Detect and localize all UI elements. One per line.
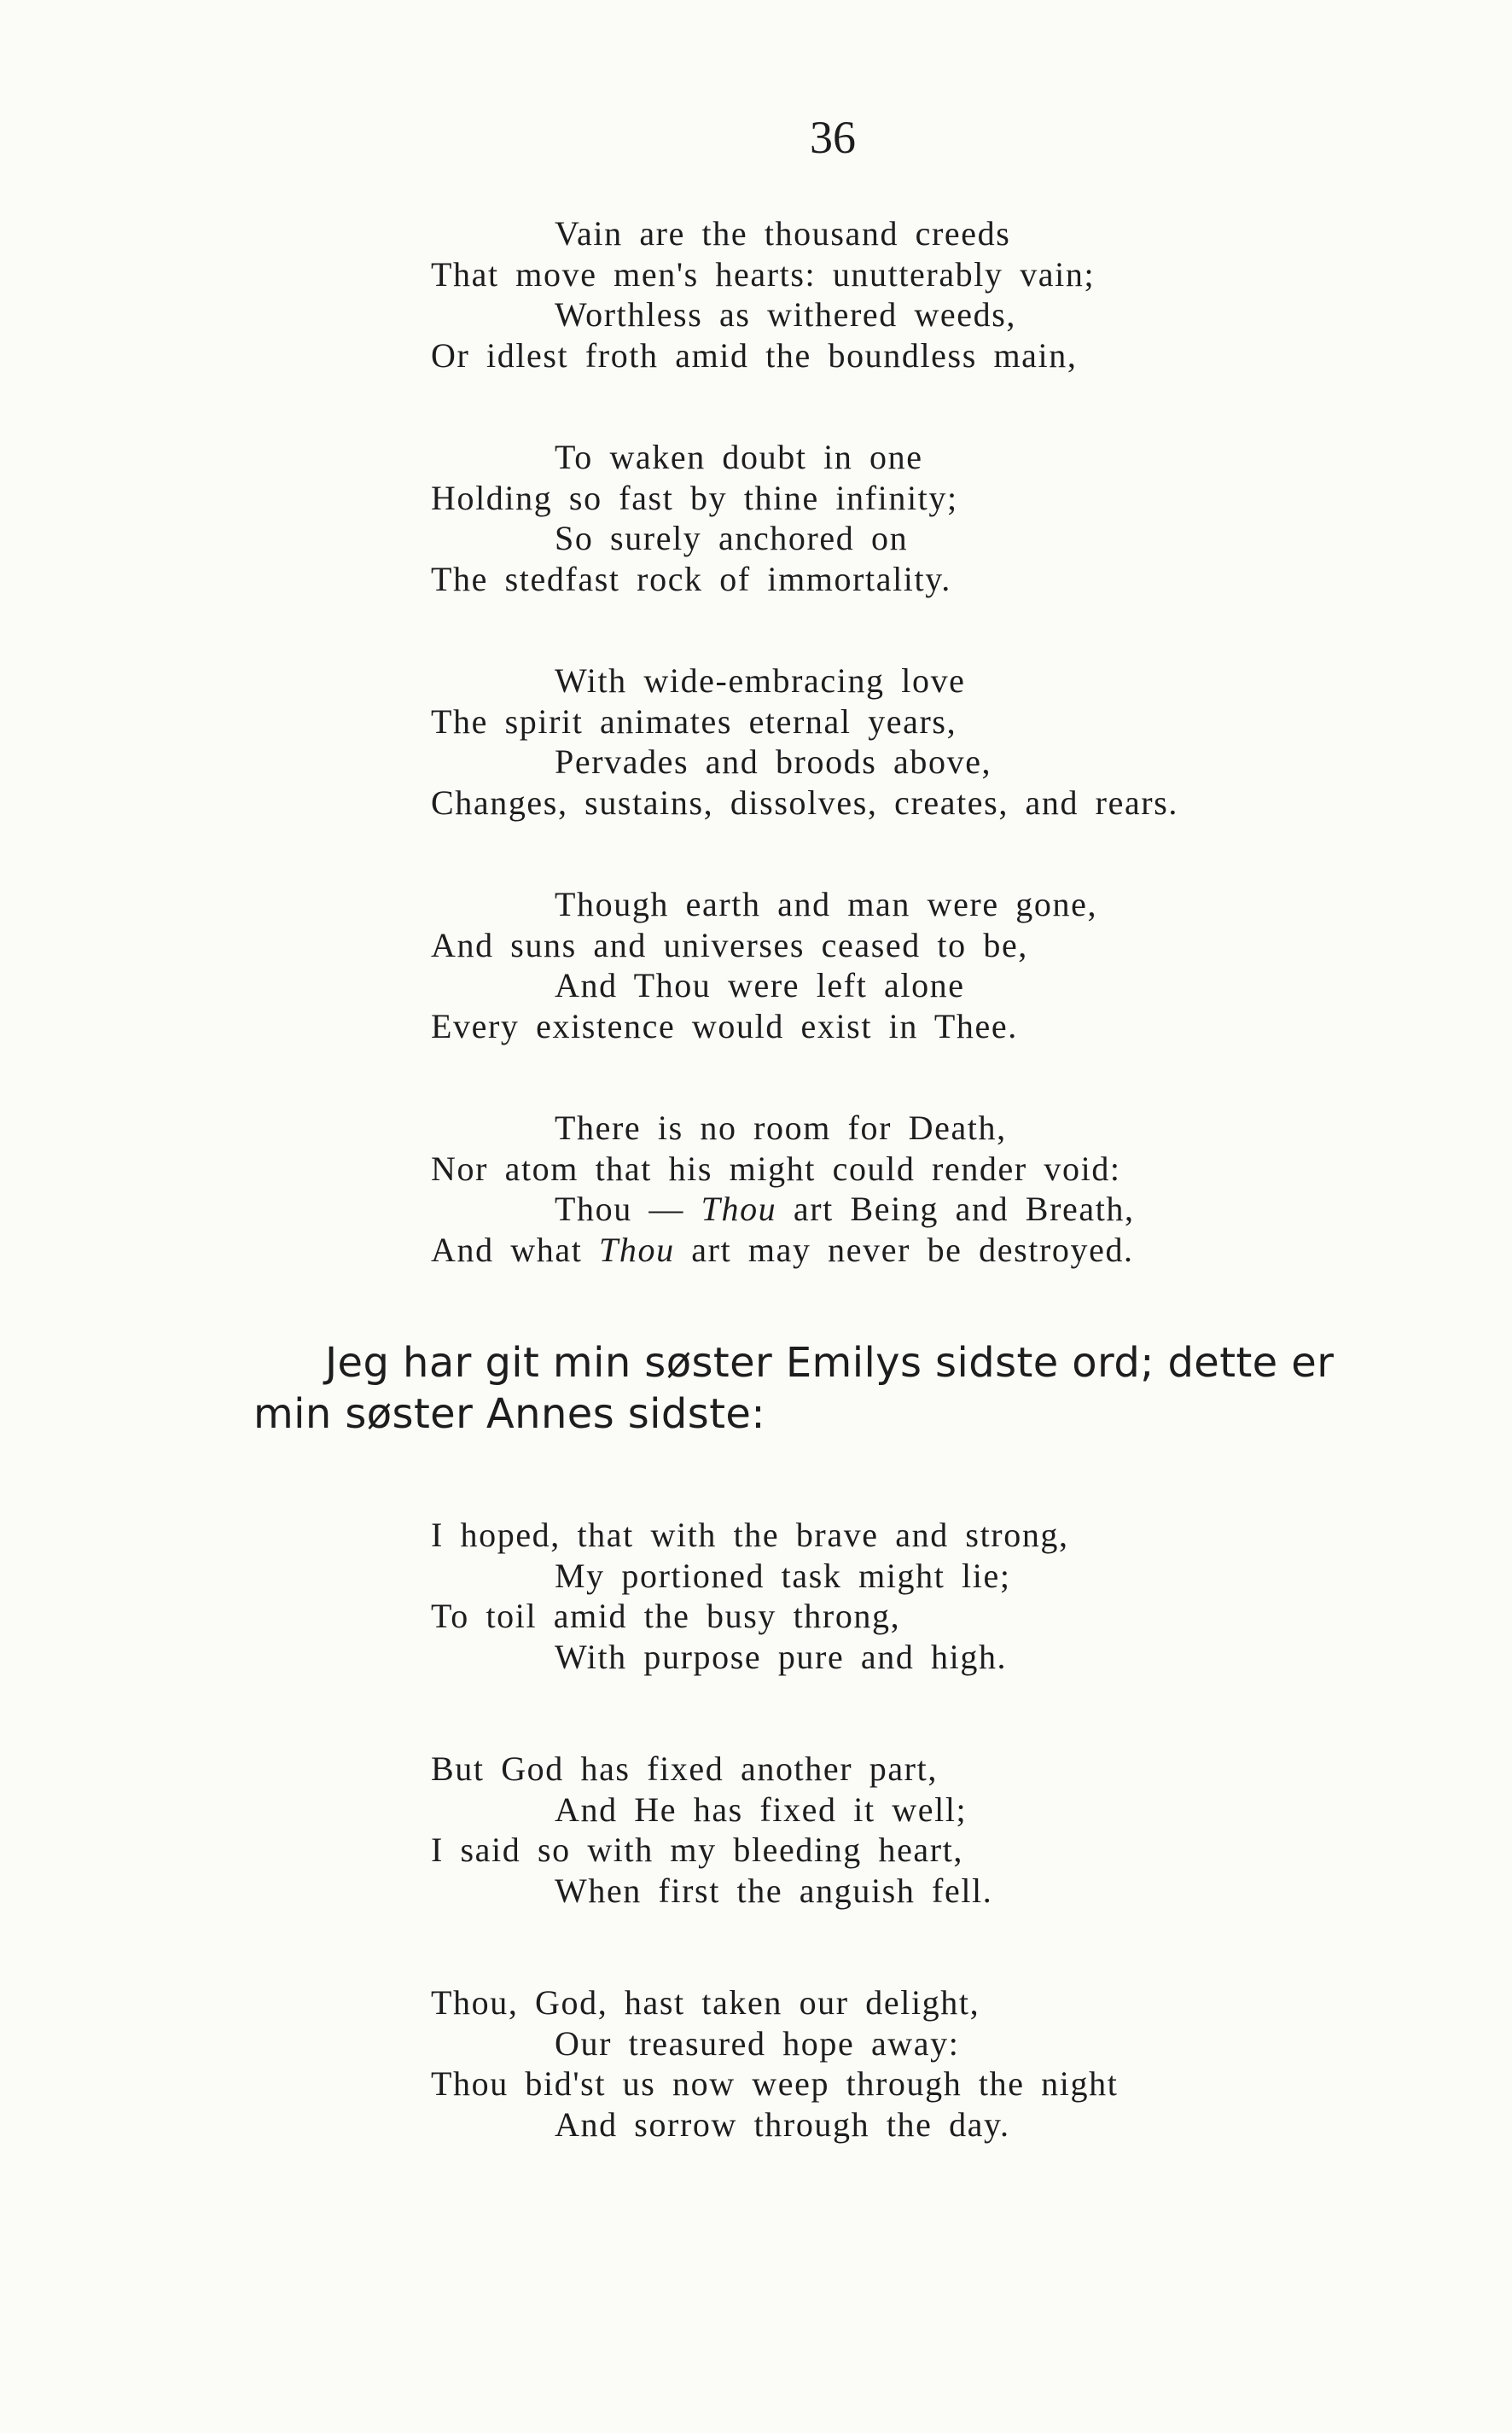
poem-line: The spirit animates eternal years, — [431, 701, 957, 741]
poem-line: Every existence would exist in Thee. — [431, 1006, 1018, 1045]
poem-line: That move men's hearts: unutterably vain; — [431, 254, 1096, 294]
poem-line: The stedfast rock of immortality. — [431, 559, 951, 598]
poem-line: And suns and universes ceased to be, — [431, 925, 1028, 964]
prose-line: min søster Annes sidste: — [253, 1390, 765, 1438]
poem-stanza — [431, 1982, 1118, 2145]
poem-line: I said so with my bleeding heart, — [431, 1831, 964, 1869]
poem-line: To waken doubt in one — [555, 438, 923, 476]
italic-thou: Thou — [701, 1190, 777, 1228]
poem-line: Though earth and man were gone, — [555, 885, 1098, 923]
text-run: art may never be destroyed. — [674, 1230, 1134, 1269]
poem-line: Nor atom that his might could render void: — [431, 1149, 1121, 1188]
poem-stanza — [431, 213, 1095, 375]
poem-line: And He has fixed it well; — [555, 1790, 968, 1829]
poem-line: To toil amid the busy throng, — [431, 1597, 901, 1635]
text-run: Thou — — [555, 1190, 701, 1228]
poem-line: Changes, sustains, dissolves, creates, and rears. — [431, 783, 1178, 822]
poem-line — [431, 1230, 1135, 1271]
poem-line: With wide-embracing love — [555, 661, 966, 700]
poem-line: Pervades and broods above, — [555, 742, 992, 781]
poem-line: Worthless as withered weeds, — [555, 295, 1017, 334]
poem-stanza — [431, 884, 1097, 1046]
prose-line: Jeg har git min søster Emilys sidste ord; dette er — [325, 1339, 1335, 1387]
prose-paragraph — [253, 1337, 1448, 1440]
poem-line: My portioned task might lie; — [555, 1556, 1011, 1595]
poem-line: Holding so fast by thine infinity; — [431, 478, 958, 517]
poem-stanza — [431, 1108, 1135, 1270]
poem-line: And sorrow through the day. — [555, 2104, 1010, 2144]
text-run: And what — [431, 1230, 600, 1269]
poem-line: I hoped, that with the brave and strong, — [431, 1516, 1069, 1554]
poem-stanza — [431, 437, 958, 599]
poem-line: And Thou were left alone — [555, 966, 965, 1004]
poem-line: So surely anchored on — [555, 519, 909, 557]
text-run: art Being and Breath, — [776, 1190, 1135, 1228]
poem-line: Or idlest froth amid the boundless main, — [431, 335, 1078, 375]
page-number: 36 — [810, 112, 856, 163]
poem-stanza — [431, 1749, 992, 1911]
poem-line: With purpose pure and high. — [555, 1637, 1008, 1676]
poem-line: Our treasured hope away: — [555, 2023, 960, 2063]
poem-line: Vain are the thousand creeds — [555, 214, 1011, 253]
poem-stanza — [431, 661, 1178, 823]
poem-line: Thou bid'st us now weep through the night — [431, 2064, 1119, 2103]
poem-line: But God has fixed another part, — [431, 1749, 938, 1788]
poem-stanza — [431, 1515, 1069, 1677]
italic-thou: Thou — [599, 1230, 675, 1269]
poem-line: When first the anguish fell. — [555, 1871, 993, 1910]
poem-line — [431, 1189, 1135, 1230]
poem-line: Thou, God, hast taken our delight, — [431, 1983, 980, 2022]
poem-line: There is no room for Death, — [555, 1109, 1007, 1147]
